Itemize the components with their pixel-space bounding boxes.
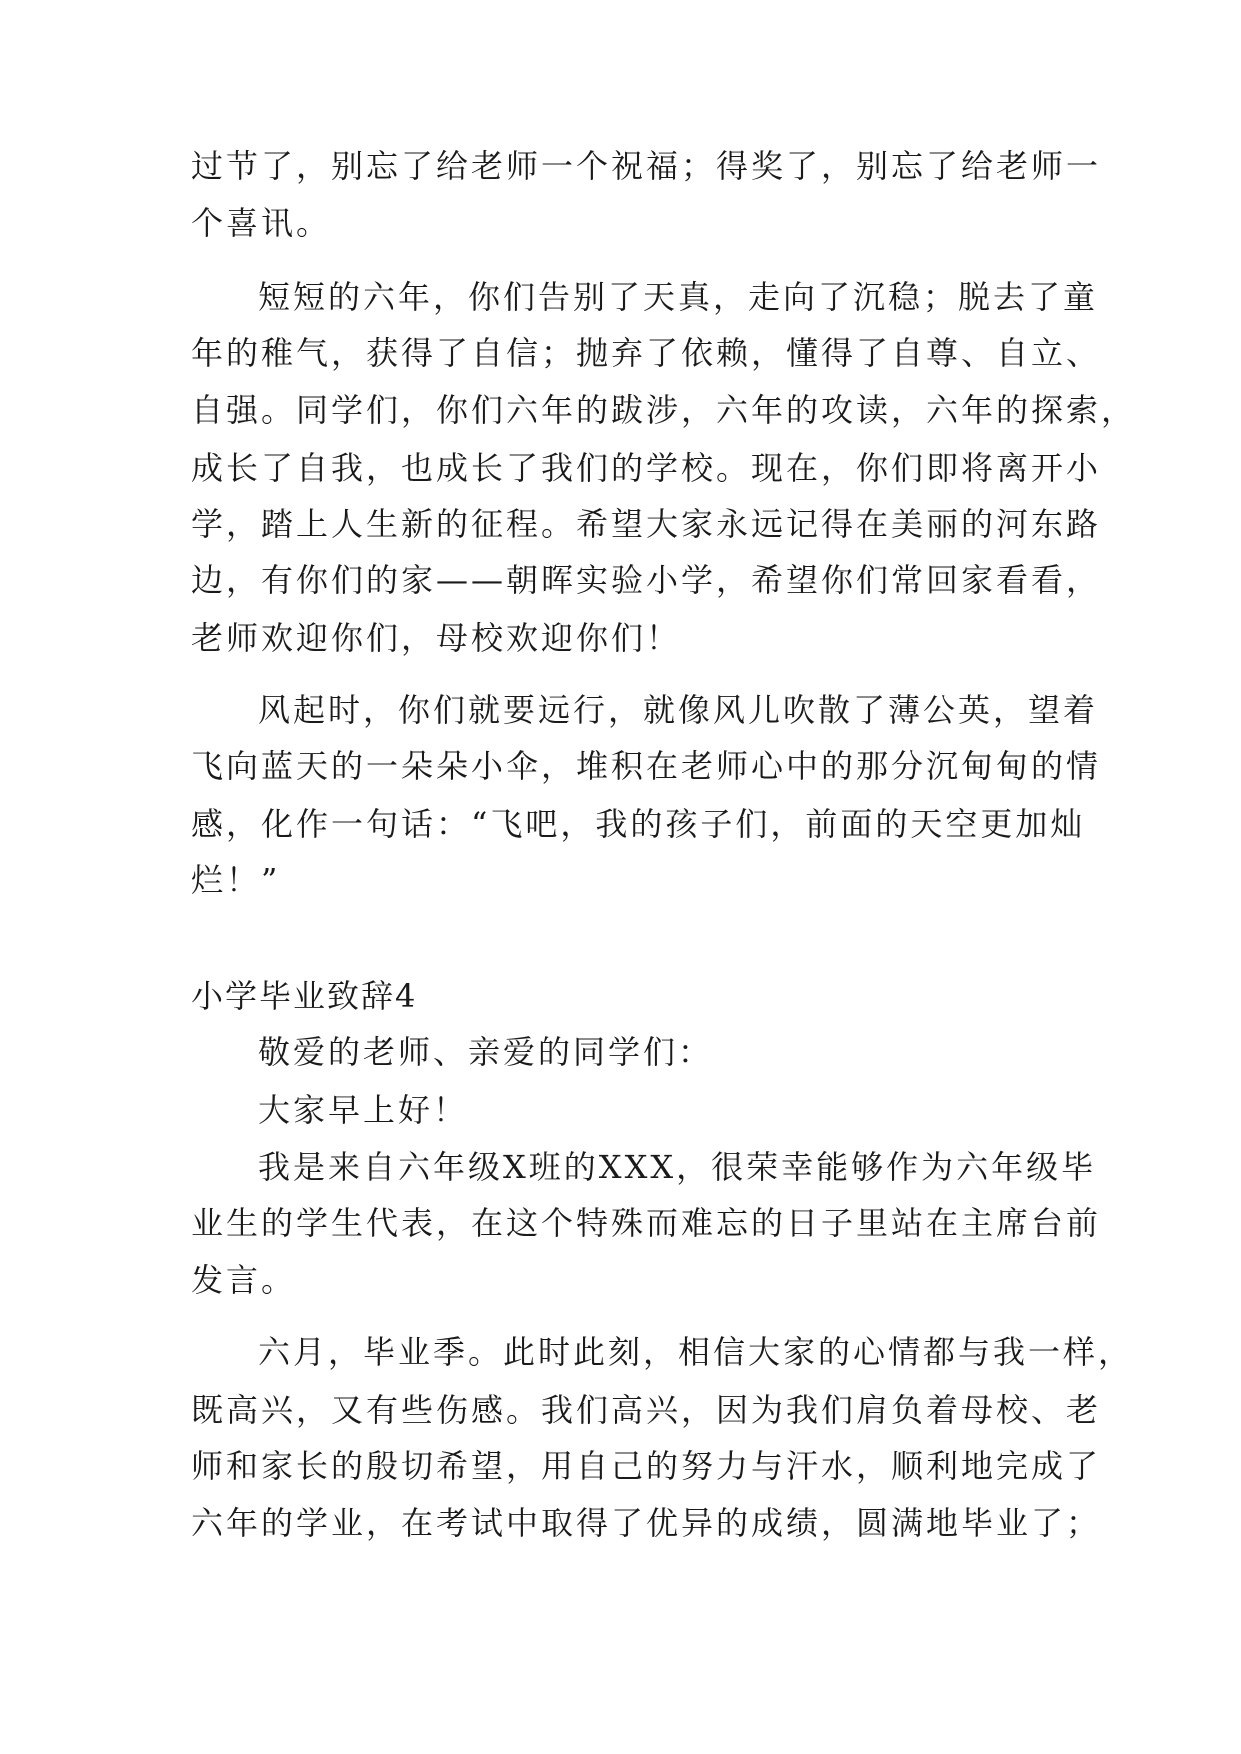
text-line: 学，踏上人生新的征程。希望大家永远记得在美丽的河东路 [191,505,1102,543]
paragraph-start-line: 我是来自六年级X班的XXX，很荣幸能够作为六年级毕 [258,1148,1097,1186]
text-line: 老师欢迎你们，母校欢迎你们！ [191,619,682,657]
text-line: 边，有你们的家——朝晖实验小学，希望你们常回家看看， [191,561,1102,599]
text-line: 烂！” [191,861,281,899]
text-line: 既高兴，又有些伤感。我们高兴，因为我们肩负着母校、老 [191,1391,1102,1429]
text-line: 过节了，别忘了给老师一个祝福；得奖了，别忘了给老师一 [191,147,1102,185]
text-line: 六年的学业，在考试中取得了优异的成绩，圆满地毕业了； [191,1504,1102,1542]
text-line: 成长了自我，也成长了我们的学校。现在，你们即将离开小 [191,449,1102,487]
salutation-line: 敬爱的老师、亲爱的同学们： [258,1033,714,1071]
greeting-line: 大家早上好！ [258,1091,469,1129]
text-line: 师和家长的殷切希望，用自己的努力与汗水，顺利地完成了 [191,1447,1102,1485]
text-line: 年的稚气，获得了自信；抛弃了依赖，懂得了自尊、自立、 [191,334,1102,372]
text-line: 感，化作一句话：“飞吧，我的孩子们，前面的天空更加灿 [191,805,1086,843]
section-heading: 小学毕业致辞4 [191,977,418,1015]
text-line: 发言。 [191,1261,297,1299]
text-line: 自强。同学们，你们六年的跋涉，六年的攻读，六年的探索， [191,391,1137,429]
paragraph-start-line: 六月，毕业季。此时此刻，相信大家的心情都与我一样， [258,1333,1134,1371]
paragraph-start-line: 短短的六年，你们告别了天真，走向了沉稳；脱去了童 [258,278,1099,316]
text-line: 个喜讯。 [191,204,332,242]
text-line: 飞向蓝天的一朵朵小伞，堆积在老师心中的那分沉甸甸的情 [191,747,1102,785]
text-line: 业生的学生代表，在这个特殊而难忘的日子里站在主席台前 [191,1204,1102,1242]
paragraph-start-line: 风起时，你们就要远行，就像风儿吹散了薄公英，望着 [258,691,1099,729]
